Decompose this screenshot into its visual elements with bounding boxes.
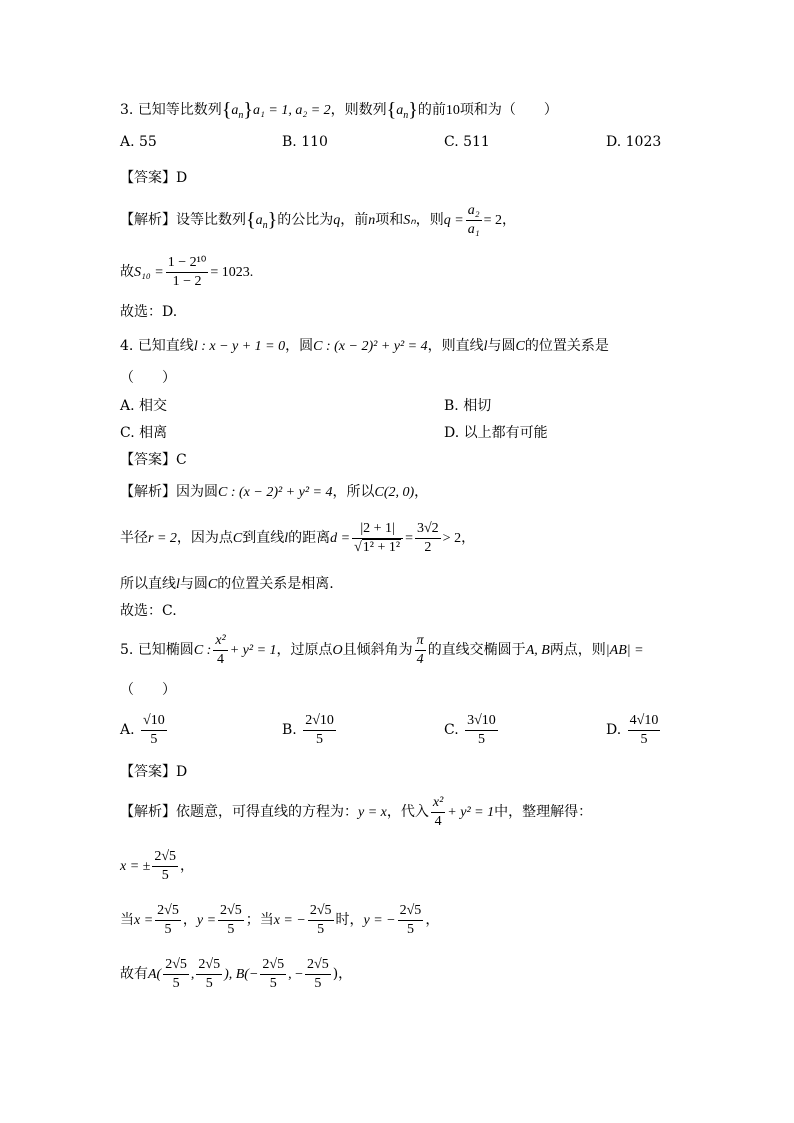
q4-option-c: C. 相离 [120, 425, 168, 441]
q4-explanation-1: 【解析】因为圆C : (x − 2)² + y² = 4，所以C(2, 0)， [120, 484, 429, 500]
s10-fraction: $\frac{\text{1 − 2¹⁰}}{1 - 2}$ [167, 254, 207, 289]
distance-fraction: $\frac{|2 + 1|}{\text{√1² + 1²}}$ [352, 520, 403, 557]
q5-paren: （ ） [120, 682, 176, 698]
q4-explanation-3: 所以直线l与圆C的位置关系是相离. [120, 576, 334, 592]
q4-option-a: A. 相交 [120, 398, 168, 414]
q3-explanation-1: 【解析】设等比数列$\{a_n\}$的公比为q，前n项和Sₙ，则q = $\frac{\text{a₂}}{\text{a₁}}$ = 2， [120, 202, 517, 237]
q5-option-d: D. $\frac{4√10}{5}$ [606, 712, 659, 747]
q3-option-c: C. 511 [444, 134, 490, 150]
q5-explanation-4: 故有A( $\frac{2√5}{5}$ , $\frac{2√5}{5}$ ), B(− $\frac{2√5}{5}$ , − $\frac{2√5}{5}$ )， [120, 956, 353, 991]
q5-explanation-2: x = ± $\frac{2√5}{5}$ ， [120, 848, 195, 883]
q4-choose: 故选：C. [120, 603, 177, 619]
q3-choose: 故选：D. [120, 304, 178, 320]
q5-explanation-3: 当x = $\frac{2√5}{5}$ ，y = $\frac{2√5}{5}$ ；当x = − $\frac{2√5}{5}$ 时，y = − $\frac{2√5}{5}$ ， [120, 902, 440, 937]
q-fraction: $\frac{\text{a₂}}{\text{a₁}}$ [467, 202, 480, 237]
q4-paren: （ ） [120, 370, 176, 386]
q5-stem: 5. 已知椭圆C : $\frac{\text{x²}}{4}$ + y² = 1，过原点O且倾斜角为 $\frac{\pi}{4}$ 的直线交椭圆于A, B两点，则|AB| = [120, 632, 644, 667]
q5-option-c: C. $\frac{3√10}{5}$ [444, 712, 496, 747]
q5-option-a: A. $\frac{√10}{5}$ [120, 712, 165, 747]
q5-option-b: B. $\frac{2√10}{5}$ [282, 712, 334, 747]
ellipse-fraction: $\frac{\text{x²}}{4}$ [215, 632, 226, 667]
q3-stem: 3. 已知等比数列$\{a_n\}a_1 = 1$, a₂ = 2，则数列$\{a_n\}$的前10项和为（ ） [120, 99, 558, 121]
q4-explanation-2: 半径r = 2，因为点C到直线l的距离d = $\frac{|2 + 1|}{\text{√1² + 1²}}$ = $\frac{3√2}{2}$ > 2， [120, 520, 476, 555]
q3-option-d: D. 1023 [606, 134, 662, 150]
q4-option-b: B. 相切 [444, 398, 492, 414]
q4-option-d: D. 以上都有可能 [444, 425, 548, 441]
q3-explanation-2: 故S₁₀ = $\frac{\text{1 − 2¹⁰}}{1 - 2}$ = 1023. [120, 254, 254, 289]
q4-answer: 【答案】C [120, 452, 187, 468]
q5-answer: 【答案】D [120, 764, 188, 780]
angle-fraction: $\frac{\pi}{4}$ [416, 632, 424, 667]
q3-option-b: B. 110 [282, 134, 328, 150]
q3-option-a: A. 55 [120, 134, 157, 150]
q5-explanation-1: 【解析】依题意，可得直线的方程为：y = x，代入 $\frac{\text{x²}}{4}$ + y² = 1中，整理解得： [120, 794, 593, 829]
q4-stem: 4. 已知直线l : x − y + 1 = 0，圆C : (x − 2)² + y² = 4，则直线l与圆C的位置关系是 [120, 338, 609, 354]
distance-result-fraction: $\frac{3√2}{2}$ [416, 520, 439, 555]
q3-answer: 【答案】D [120, 170, 188, 186]
